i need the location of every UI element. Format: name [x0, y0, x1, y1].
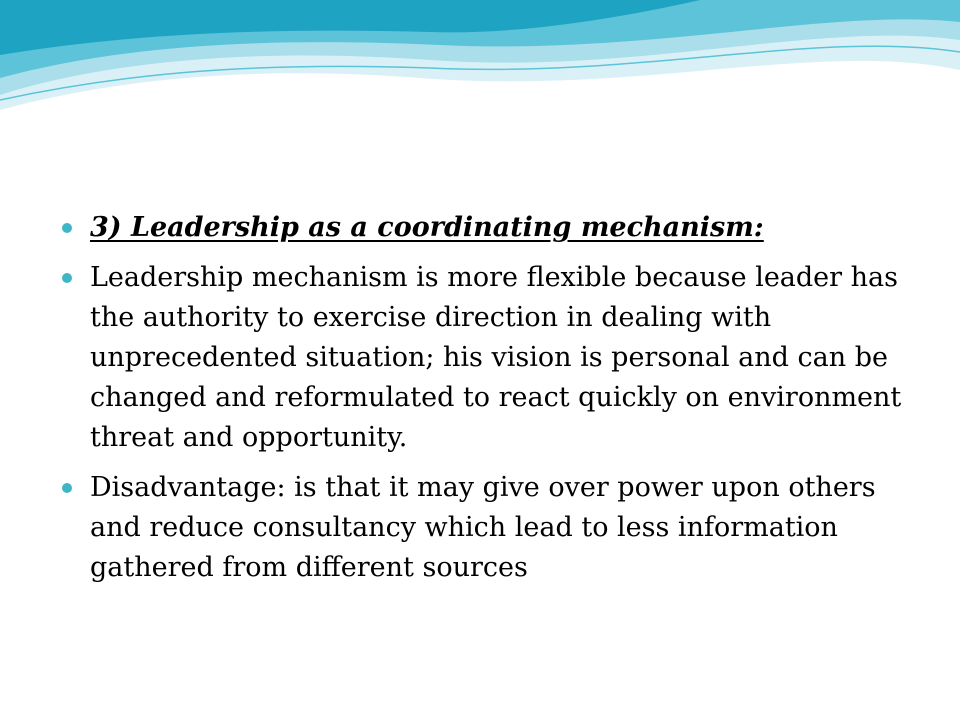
- bullet-disadvantage-text: Disadvantage: is that it may give over power upon others and reduce consultancy which lead to less information gathered from different sources: [90, 472, 876, 583]
- header-wave-decoration: [0, 0, 960, 120]
- bullet-item-disadvantage: [60, 468, 920, 588]
- bullet-icon: [62, 273, 72, 283]
- slide-content: [60, 208, 920, 598]
- bullet-item-heading: [60, 208, 920, 248]
- bullet-item-flexibility: [60, 258, 920, 458]
- bullet-icon: [62, 223, 72, 233]
- bullet-flexibility-text: Leadership mechanism is more flexible because leader has the authority to exercise direction in dealing with unprecedented situation; his vision is personal and can be changed and reformulated to react quickly on environment threat and opportunity.: [90, 262, 902, 453]
- bullet-icon: [62, 483, 72, 493]
- bullet-heading-text: 3) Leadership as a coordinating mechanism:: [90, 212, 764, 243]
